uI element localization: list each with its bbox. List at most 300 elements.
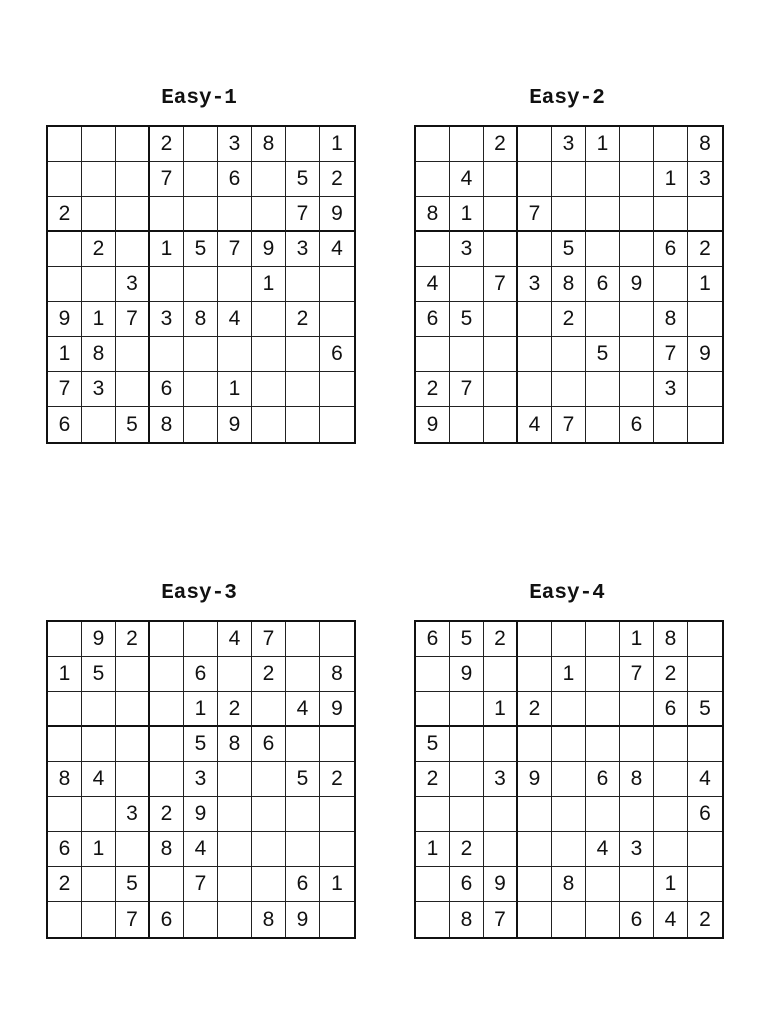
sudoku-cell (620, 197, 654, 232)
sudoku-cell: 8 (450, 902, 484, 937)
sudoku-cell (184, 407, 218, 442)
sudoku-cell (586, 197, 620, 232)
sudoku-cell (484, 197, 518, 232)
sudoku-cell (450, 727, 484, 762)
sudoku-cell: 4 (586, 832, 620, 867)
sudoku-cell: 6 (416, 302, 450, 337)
sudoku-cell: 7 (48, 372, 82, 407)
sudoku-cell: 2 (654, 657, 688, 692)
sudoku-cell: 5 (450, 302, 484, 337)
sudoku-cell (184, 622, 218, 657)
sudoku-cell (82, 867, 116, 902)
sudoku-cell (654, 797, 688, 832)
sudoku-cell (218, 657, 252, 692)
sudoku-cell (150, 622, 184, 657)
sudoku-cell (586, 902, 620, 937)
sudoku-cell: 7 (252, 622, 286, 657)
sudoku-cell (116, 692, 150, 727)
sudoku-grid (414, 125, 724, 444)
sudoku-cell (654, 127, 688, 162)
sudoku-cell: 8 (218, 727, 252, 762)
sudoku-cell: 5 (82, 657, 116, 692)
sudoku-cell: 7 (620, 657, 654, 692)
sudoku-cell (654, 727, 688, 762)
sudoku-cell: 1 (218, 372, 252, 407)
sudoku-cell (320, 407, 354, 442)
sudoku-cell (286, 622, 320, 657)
sudoku-cell (484, 372, 518, 407)
sudoku-cell: 5 (688, 692, 722, 727)
sudoku-cell (518, 867, 552, 902)
sudoku-cell: 2 (518, 692, 552, 727)
sudoku-cell: 3 (218, 127, 252, 162)
sudoku-cell: 7 (116, 302, 150, 337)
sudoku-cell (552, 372, 586, 407)
sudoku-cell (218, 867, 252, 902)
sudoku-cell (150, 657, 184, 692)
sudoku-cell (586, 232, 620, 267)
sudoku-cell: 6 (48, 832, 82, 867)
sudoku-cell (150, 727, 184, 762)
sudoku-cell (252, 197, 286, 232)
sudoku-cell (218, 337, 252, 372)
sudoku-cell: 1 (48, 337, 82, 372)
sudoku-cell (620, 372, 654, 407)
sudoku-cell (116, 762, 150, 797)
sudoku-cell: 6 (150, 902, 184, 937)
sudoku-cell (252, 692, 286, 727)
sudoku-grid (46, 620, 356, 939)
sudoku-cell (518, 372, 552, 407)
sudoku-cell: 4 (218, 302, 252, 337)
puzzle-title: Easy-3 (161, 582, 237, 605)
sudoku-cell (116, 162, 150, 197)
sudoku-cell (484, 337, 518, 372)
sudoku-cell: 2 (416, 762, 450, 797)
sudoku-cell: 8 (416, 197, 450, 232)
sudoku-cell: 6 (252, 727, 286, 762)
sudoku-cell (48, 727, 82, 762)
sudoku-cell: 3 (654, 372, 688, 407)
sudoku-cell: 1 (416, 832, 450, 867)
sudoku-cell: 2 (699, 907, 711, 931)
sudoku-cell (48, 622, 82, 657)
sudoku-cell (518, 657, 552, 692)
sudoku-cell (688, 302, 722, 337)
sudoku-cell: 4 (82, 762, 116, 797)
sudoku-cell (150, 762, 184, 797)
sudoku-cell (620, 337, 654, 372)
sudoku-cell: 2 (150, 127, 184, 162)
sudoku-cell (484, 302, 518, 337)
sudoku-cell: 7 (286, 197, 320, 232)
sudoku-cell (484, 407, 518, 442)
sudoku-cell (320, 622, 354, 657)
sudoku-cell: 3 (518, 267, 552, 302)
sudoku-cell (654, 832, 688, 867)
sudoku-cell: 5 (116, 407, 150, 442)
sudoku-cell (552, 727, 586, 762)
sudoku-cell (184, 162, 218, 197)
sudoku-cell: 5 (286, 762, 320, 797)
sudoku-cell: 6 (286, 867, 320, 902)
sudoku-cell (48, 162, 82, 197)
sudoku-cell (184, 337, 218, 372)
sudoku-cell (286, 372, 320, 407)
sudoku-cell (116, 232, 150, 267)
sudoku-cell: 1 (586, 127, 620, 162)
sudoku-cell: 1 (150, 232, 184, 267)
puzzle-title: Easy-1 (161, 87, 237, 110)
sudoku-cell (82, 162, 116, 197)
sudoku-cell (286, 727, 320, 762)
sudoku-cell: 7 (450, 372, 484, 407)
puzzle-title: Easy-2 (529, 87, 605, 110)
sudoku-cell (552, 832, 586, 867)
sudoku-cell: 7 (218, 232, 252, 267)
sudoku-cell: 7 (116, 902, 150, 937)
sudoku-cell: 9 (286, 902, 320, 937)
sudoku-cell (116, 197, 150, 232)
sudoku-cell: 8 (48, 762, 82, 797)
sudoku-cell: 9 (688, 337, 722, 372)
sudoku-cell (320, 372, 354, 407)
sudoku-cell (286, 407, 320, 442)
sudoku-cell (150, 867, 184, 902)
sudoku-cell: 8 (184, 302, 218, 337)
sudoku-cell (552, 762, 586, 797)
sudoku-cell (518, 337, 552, 372)
sudoku-cell: 2 (416, 372, 450, 407)
sudoku-cell: 2 (252, 657, 286, 692)
sudoku-cell: 6 (586, 762, 620, 797)
sudoku-cell (518, 832, 552, 867)
sudoku-cell (586, 727, 620, 762)
sudoku-cell: 5 (286, 162, 320, 197)
sudoku-cell (416, 797, 450, 832)
sudoku-cell (586, 797, 620, 832)
sudoku-cell: 3 (688, 162, 722, 197)
sudoku-cell: 2 (48, 867, 82, 902)
sudoku-cell: 6 (688, 797, 722, 832)
sudoku-cell: 1 (82, 832, 116, 867)
sudoku-cell: 8 (252, 902, 286, 937)
sudoku-cell: 8 (150, 407, 184, 442)
sudoku-cell (484, 162, 518, 197)
sudoku-cell (286, 127, 320, 162)
sudoku-cell: 4 (654, 902, 688, 937)
sudoku-cell: 8 (82, 337, 116, 372)
sudoku-cell (586, 692, 620, 727)
sudoku-cell: 7 (518, 197, 552, 232)
sudoku-cell: 6 (450, 867, 484, 902)
sudoku-cell (252, 337, 286, 372)
sudoku-cell: 2 (286, 302, 320, 337)
sudoku-cell (688, 832, 722, 867)
sudoku-cell (450, 337, 484, 372)
sudoku-cell: 9 (252, 232, 286, 267)
sudoku-cell: 8 (150, 832, 184, 867)
sudoku-cell (218, 197, 252, 232)
sudoku-cell: 7 (654, 337, 688, 372)
puzzle-title: Easy-4 (529, 582, 605, 605)
sudoku-cell (286, 832, 320, 867)
sudoku-cell: 4 (416, 267, 450, 302)
sudoku-cell: 1 (82, 302, 116, 337)
sudoku-cell (416, 692, 450, 727)
sudoku-cell: 3 (450, 232, 484, 267)
sudoku-cell (518, 302, 552, 337)
sudoku-cell (620, 162, 654, 197)
sudoku-cell (552, 337, 586, 372)
sudoku-cell: 2 (82, 232, 116, 267)
sudoku-cell (518, 162, 552, 197)
sudoku-cell (286, 337, 320, 372)
sudoku-cell (150, 337, 184, 372)
sudoku-cell: 5 (552, 232, 586, 267)
sudoku-cell (184, 127, 218, 162)
sudoku-cell (48, 902, 82, 937)
sudoku-cell: 9 (320, 692, 354, 727)
sudoku-cell: 9 (82, 622, 116, 657)
sudoku-cell: 8 (552, 267, 586, 302)
sudoku-cell (620, 127, 654, 162)
sudoku-cell: 1 (484, 692, 518, 727)
sudoku-cell: 1 (654, 162, 688, 197)
sudoku-cell: 3 (552, 127, 586, 162)
sudoku-cell (82, 727, 116, 762)
sudoku-cell (552, 162, 586, 197)
sudoku-cell (150, 267, 184, 302)
sudoku-cell: 9 (484, 867, 518, 902)
sudoku-cell: 1 (688, 267, 722, 302)
sudoku-grid (46, 125, 356, 444)
sudoku-cell (184, 197, 218, 232)
sudoku-cell: 9 (450, 657, 484, 692)
sudoku-cell (286, 657, 320, 692)
sudoku-cell (688, 727, 722, 762)
sudoku-cell (518, 727, 552, 762)
sudoku-cell: 8 (320, 657, 354, 692)
sudoku-cell: 3 (286, 232, 320, 267)
sudoku-cell: 2 (552, 302, 586, 337)
sudoku-cell (518, 127, 552, 162)
sudoku-cell (654, 762, 688, 797)
sudoku-cell (620, 232, 654, 267)
sudoku-cell: 4 (450, 162, 484, 197)
sudoku-cell: 5 (586, 337, 620, 372)
sudoku-cell (484, 727, 518, 762)
sudoku-cell (252, 762, 286, 797)
sudoku-cell: 2 (688, 232, 722, 267)
sudoku-cell: 2 (116, 622, 150, 657)
sudoku-cell (484, 797, 518, 832)
sudoku-cell (252, 162, 286, 197)
sudoku-cell: 6 (416, 622, 450, 657)
sudoku-cell (552, 902, 586, 937)
sudoku-cell (586, 657, 620, 692)
sudoku-cell: 9 (620, 267, 654, 302)
sudoku-cell (116, 127, 150, 162)
sudoku-cell: 7 (552, 407, 586, 442)
sudoku-cell (48, 692, 82, 727)
sudoku-cell: 1 (252, 267, 286, 302)
sudoku-cell (184, 372, 218, 407)
sudoku-cell (82, 797, 116, 832)
sudoku-cell: 3 (82, 372, 116, 407)
sudoku-cell (116, 727, 150, 762)
sudoku-cell: 6 (184, 657, 218, 692)
sudoku-cell: 9 (48, 302, 82, 337)
sudoku-cell (552, 797, 586, 832)
sudoku-cell: 4 (320, 232, 354, 267)
sudoku-cell: 8 (654, 302, 688, 337)
sudoku-cell: 7 (184, 867, 218, 902)
sudoku-cell: 8 (688, 127, 722, 162)
sudoku-cell: 4 (518, 407, 552, 442)
sudoku-cell (320, 832, 354, 867)
sudoku-cell (620, 302, 654, 337)
sudoku-cell (416, 657, 450, 692)
sudoku-cell (586, 302, 620, 337)
sudoku-cell (552, 692, 586, 727)
sudoku-cell (518, 232, 552, 267)
sudoku-cell (82, 197, 116, 232)
sudoku-cell (586, 407, 620, 442)
sudoku-cell: 4 (286, 692, 320, 727)
sudoku-cell: 1 (320, 127, 354, 162)
sudoku-cell (116, 337, 150, 372)
sudoku-cell: 9 (416, 407, 450, 442)
sudoku-cell: 6 (654, 232, 688, 267)
sudoku-cell: 8 (654, 622, 688, 657)
sudoku-cell (688, 197, 722, 232)
sudoku-cell: 6 (620, 407, 654, 442)
sudoku-cell (218, 797, 252, 832)
sudoku-cell (450, 692, 484, 727)
sudoku-cell: 7 (484, 267, 518, 302)
sudoku-cell (416, 337, 450, 372)
sudoku-cell: 7 (150, 162, 184, 197)
sudoku-cell (252, 867, 286, 902)
sudoku-cell: 2 (48, 197, 82, 232)
sudoku-cell: 3 (150, 302, 184, 337)
sudoku-cell: 9 (320, 197, 354, 232)
sudoku-cell: 2 (218, 692, 252, 727)
sudoku-cell (416, 162, 450, 197)
sudoku-cell (688, 407, 722, 442)
sudoku-cell: 2 (450, 832, 484, 867)
sudoku-cell (518, 797, 552, 832)
sudoku-cell: 4 (218, 622, 252, 657)
sudoku-cell: 3 (184, 762, 218, 797)
sudoku-cell (586, 622, 620, 657)
sudoku-cell (82, 692, 116, 727)
sudoku-cell (450, 127, 484, 162)
sudoku-cell: 1 (320, 867, 354, 902)
sudoku-cell: 9 (218, 407, 252, 442)
sudoku-cell: 6 (320, 337, 354, 372)
sudoku-cell (586, 867, 620, 902)
sudoku-cell (688, 657, 722, 692)
sudoku-cell (48, 797, 82, 832)
sudoku-cell (320, 727, 354, 762)
sudoku-cell (450, 762, 484, 797)
sudoku-cell (184, 902, 218, 937)
sudoku-cell (48, 232, 82, 267)
sudoku-cell (484, 832, 518, 867)
sudoku-cell: 1 (552, 657, 586, 692)
sudoku-cell: 6 (150, 372, 184, 407)
sudoku-cell (286, 267, 320, 302)
sudoku-cell: 1 (654, 867, 688, 902)
sudoku-cell (518, 902, 552, 937)
sudoku-cell (688, 372, 722, 407)
sudoku-cell (184, 267, 218, 302)
sudoku-cell (620, 867, 654, 902)
sudoku-cell: 8 (620, 762, 654, 797)
sudoku-cell (450, 267, 484, 302)
sudoku-cell: 5 (116, 867, 150, 902)
sudoku-cell: 2 (484, 127, 518, 162)
sudoku-cell: 5 (450, 622, 484, 657)
sudoku-cell: 1 (48, 657, 82, 692)
sudoku-cell (688, 867, 722, 902)
sudoku-cell (620, 727, 654, 762)
sudoku-cell (552, 197, 586, 232)
sudoku-grid (414, 620, 724, 939)
sudoku-cell (48, 127, 82, 162)
sudoku-cell (586, 162, 620, 197)
sudoku-cell (518, 622, 552, 657)
sudoku-cell (252, 407, 286, 442)
sudoku-cell (416, 127, 450, 162)
sudoku-cell (320, 302, 354, 337)
sudoku-cell: 4 (688, 762, 722, 797)
sudoku-cell (116, 657, 150, 692)
sudoku-cell: 3 (620, 832, 654, 867)
sudoku-cell: 1 (620, 622, 654, 657)
sudoku-cell (252, 302, 286, 337)
sudoku-cell (552, 622, 586, 657)
sudoku-cell (320, 267, 354, 302)
sudoku-cell: 7 (484, 902, 518, 937)
sudoku-cell: 1 (184, 692, 218, 727)
sudoku-cell (82, 267, 116, 302)
sudoku-cell: 5 (416, 727, 450, 762)
sudoku-cell: 8 (552, 867, 586, 902)
sudoku-cell: 3 (116, 797, 150, 832)
sudoku-cell (48, 267, 82, 302)
sudoku-cell: 1 (450, 197, 484, 232)
sudoku-cell: 9 (184, 797, 218, 832)
sudoku-cell (218, 832, 252, 867)
sudoku-cell: 5 (184, 232, 218, 267)
sudoku-cell (320, 902, 354, 937)
sudoku-cell (82, 127, 116, 162)
sudoku-cell (586, 372, 620, 407)
sudoku-cell (286, 797, 320, 832)
sudoku-cell (252, 372, 286, 407)
sudoku-cell: 2 (320, 162, 354, 197)
sudoku-cell (116, 372, 150, 407)
sudoku-cell (82, 902, 116, 937)
sudoku-cell: 6 (620, 902, 654, 937)
sudoku-cell (688, 622, 722, 657)
sudoku-cell (450, 797, 484, 832)
sudoku-cell: 2 (320, 762, 354, 797)
sudoku-cell (82, 407, 116, 442)
